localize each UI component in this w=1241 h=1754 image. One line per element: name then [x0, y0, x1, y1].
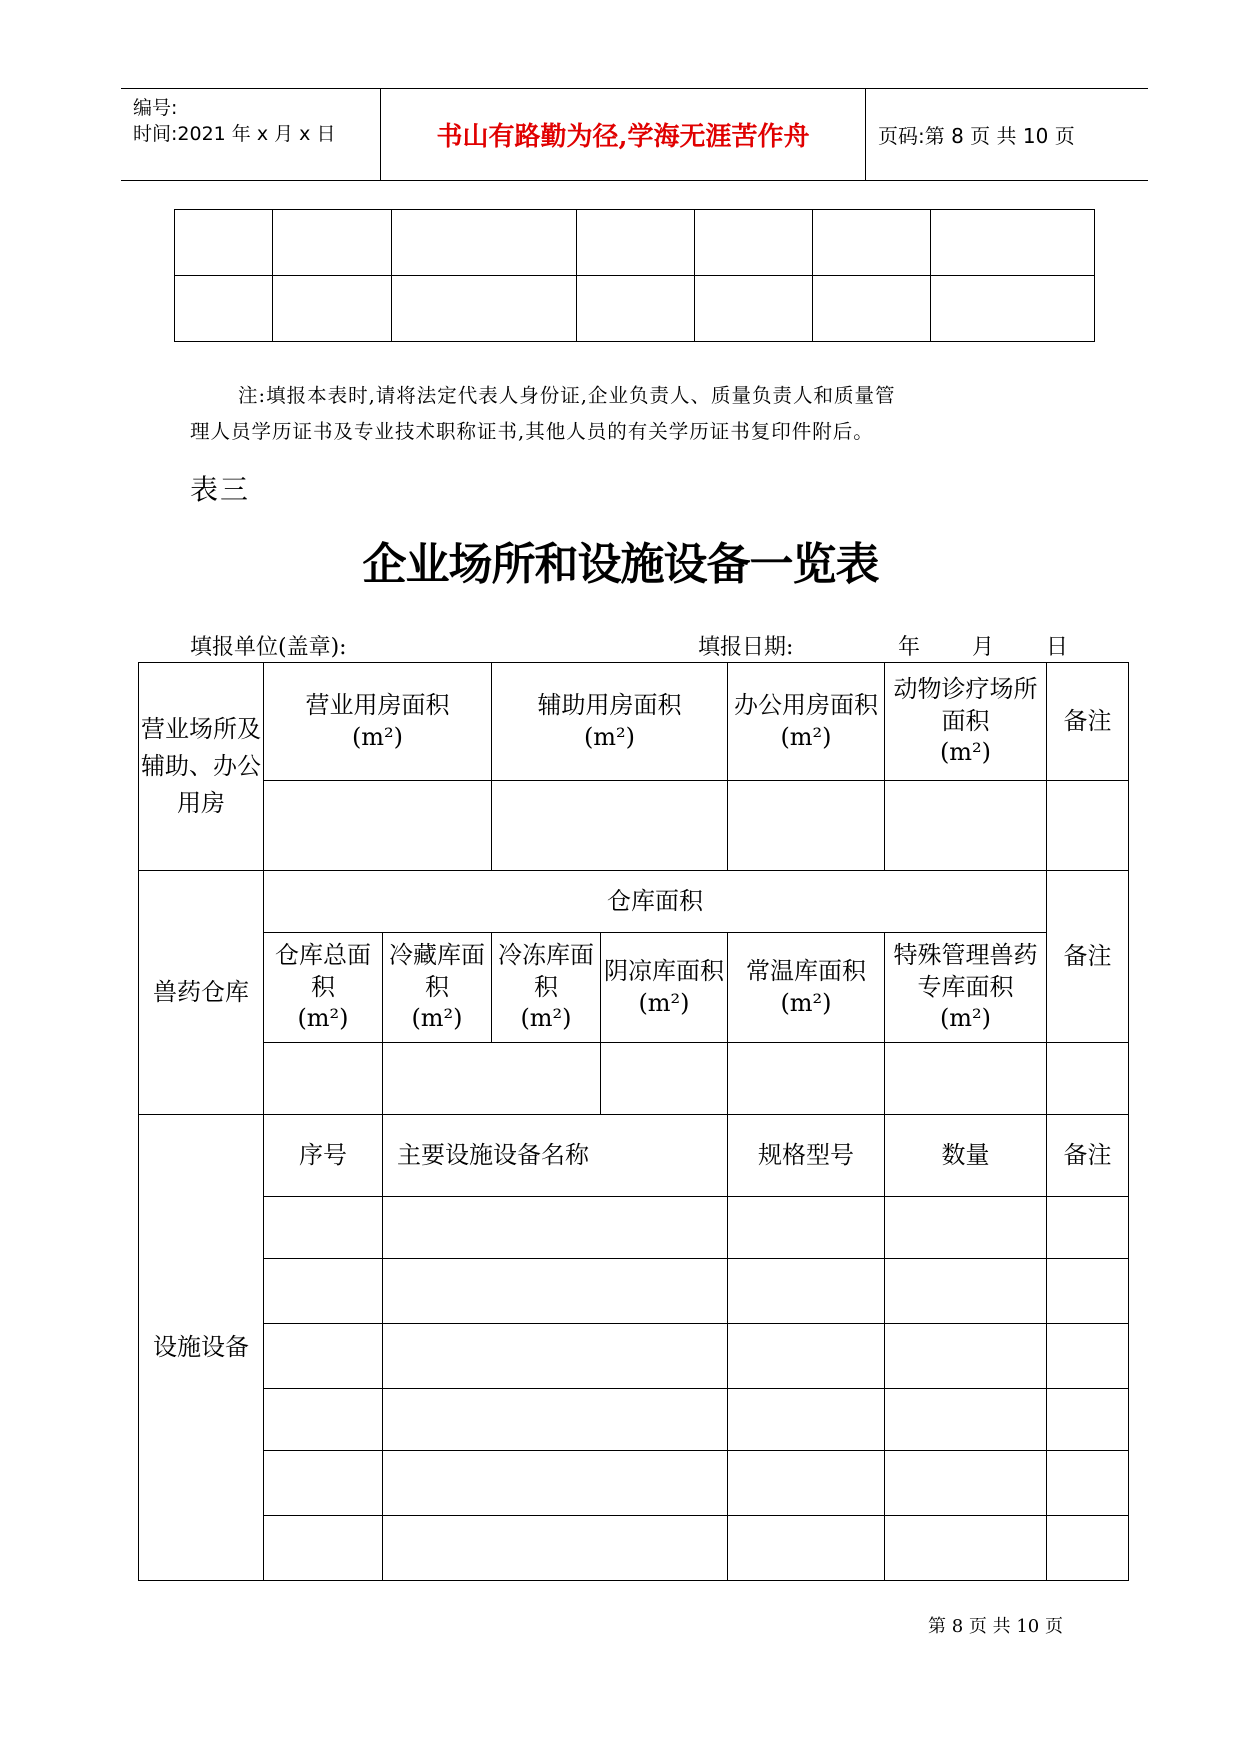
table-cell [728, 1516, 885, 1581]
doc-time-label: 时间:2021 年 x 月 x 日 [133, 123, 336, 145]
table-row [139, 1115, 1129, 1197]
total-area-header: 仓库总面积 [275, 940, 371, 1001]
table-cell [1047, 1259, 1129, 1324]
table-header-cell [264, 933, 383, 1043]
header-meta [121, 89, 381, 180]
table-cell [1047, 1516, 1129, 1581]
table-cell [577, 210, 695, 276]
table-cell [728, 1451, 885, 1516]
business-area-header: 营业用房面积 [305, 690, 450, 719]
table-header-cell [885, 933, 1047, 1043]
table-cell [1047, 1389, 1129, 1451]
warehouse-label: 兽药仓库 [139, 871, 264, 1115]
equipment-label: 设施设备 [139, 1115, 264, 1581]
table-cell [728, 1197, 885, 1259]
cold-storage-header: 冷藏库面积 [389, 940, 485, 1001]
remark-header: 备注 [1047, 663, 1129, 781]
table-cell [273, 276, 392, 342]
table-cell [492, 781, 728, 871]
day-label: 日 [1046, 635, 1069, 660]
table-header-cell [885, 663, 1047, 781]
table-cell [885, 781, 1047, 871]
table-cell [885, 1451, 1047, 1516]
table-header-cell [264, 663, 492, 781]
table-row [139, 1516, 1129, 1581]
table-cell [728, 781, 885, 871]
table-cell [264, 781, 492, 871]
table-cell [1047, 1043, 1129, 1115]
unit-label: (m²) [780, 722, 832, 751]
remark-header: 备注 [1047, 871, 1129, 1043]
doc-number-label: 编号: [133, 97, 178, 119]
table-cell [885, 1516, 1047, 1581]
table-cell [264, 1043, 383, 1115]
page-title: 企业场所和设施设备一览表 [362, 539, 879, 590]
unit-label: (m²) [638, 988, 690, 1017]
table-row [139, 1197, 1129, 1259]
auxiliary-area-header: 辅助用房面积 [537, 690, 682, 719]
unit-label: (m²) [939, 738, 992, 767]
table-cell [392, 276, 577, 342]
note-line-1: 注:填报本表时,请将法定代表人身份证,企业负责人、质量负责人和质量管 [238, 384, 896, 407]
table-cell [1047, 781, 1129, 871]
table-label: 表三 [190, 473, 251, 506]
page-header [121, 88, 1148, 181]
table-row [139, 1389, 1129, 1451]
table-cell [264, 1389, 383, 1451]
table-cell [383, 1324, 728, 1389]
table-header-cell [601, 933, 728, 1043]
premises-label: 营业场所及辅助、办公用房 [139, 663, 264, 871]
month-label: 月 [972, 635, 995, 660]
table-row [175, 276, 1095, 342]
table-cell [175, 276, 273, 342]
continued-table [174, 209, 1095, 342]
table-cell [383, 1043, 601, 1115]
table-header-cell [728, 933, 885, 1043]
unit-label: (m²) [939, 1004, 992, 1033]
table-cell [1047, 1451, 1129, 1516]
table-cell [931, 276, 1095, 342]
table-cell [601, 1043, 728, 1115]
table-cell [264, 1451, 383, 1516]
seq-header: 序号 [264, 1115, 383, 1197]
table-cell [885, 1043, 1047, 1115]
table-cell [392, 210, 577, 276]
unit-label: (m²) [780, 988, 832, 1017]
note-line-2: 理人员学历证书及专业技术职称证书,其他人员的有关学历证书复印件附后。 [190, 420, 874, 443]
table-row [139, 781, 1129, 871]
cool-storage-header: 阴凉库面积 [604, 956, 724, 985]
facility-table [138, 662, 1129, 1581]
header-page-info: 页码:第 8 页 共 10 页 [878, 124, 1075, 148]
table-cell [383, 1516, 728, 1581]
table-cell [264, 1516, 383, 1581]
table-row [139, 1324, 1129, 1389]
unit-label: (m²) [520, 1004, 572, 1033]
table-row [175, 210, 1095, 276]
table-cell [728, 1259, 885, 1324]
warehouse-area-group: 仓库面积 [264, 871, 1047, 933]
table-cell [695, 210, 813, 276]
table-cell [175, 210, 273, 276]
table-row [139, 933, 1129, 1043]
table-cell [728, 1389, 885, 1451]
table-cell [813, 276, 931, 342]
table-cell [264, 1259, 383, 1324]
table-cell [931, 210, 1095, 276]
unit-label: (m²) [351, 722, 404, 751]
header-motto: 书山有路勤为径,学海无涯苦作舟 [381, 89, 866, 180]
table-cell [885, 1197, 1047, 1259]
table-cell [577, 276, 695, 342]
date-label: 填报日期: [698, 635, 794, 660]
table-row [139, 1043, 1129, 1115]
table-row [139, 1259, 1129, 1324]
page-footer: 第 8 页 共 10 页 [928, 1616, 1063, 1637]
unit-label: (m²) [297, 1004, 349, 1033]
quantity-header: 数量 [885, 1115, 1047, 1197]
table-cell [728, 1043, 885, 1115]
clinic-area-header: 动物诊疗场所面积 [893, 674, 1038, 735]
unit-label: (m²) [411, 1004, 463, 1033]
unit-label: (m²) [583, 722, 636, 751]
office-area-header: 办公用房面积 [734, 690, 878, 719]
table-row [139, 871, 1129, 933]
year-label: 年 [898, 635, 921, 660]
table-cell [264, 1197, 383, 1259]
table-header-cell [492, 933, 601, 1043]
table-cell [383, 1259, 728, 1324]
table-cell [1047, 1324, 1129, 1389]
normal-storage-header: 常温库面积 [746, 956, 866, 985]
table-header-cell [728, 663, 885, 781]
table-cell [695, 276, 813, 342]
table-cell [273, 210, 392, 276]
unit-label: 填报单位(盖章): [190, 635, 347, 660]
table-header-cell [492, 663, 728, 781]
special-storage-header: 特殊管理兽药专库面积 [893, 940, 1038, 1001]
remark-header: 备注 [1047, 1115, 1129, 1197]
spec-header: 规格型号 [728, 1115, 885, 1197]
table-row [139, 1451, 1129, 1516]
table-cell [264, 1324, 383, 1389]
table-cell [885, 1324, 1047, 1389]
table-cell [1047, 1197, 1129, 1259]
table-cell [885, 1389, 1047, 1451]
table-cell [383, 1451, 728, 1516]
table-header-cell [383, 933, 492, 1043]
table-cell [383, 1197, 728, 1259]
equipment-name-header: 主要设施设备名称 [383, 1115, 728, 1197]
table-cell [728, 1324, 885, 1389]
table-cell [383, 1389, 728, 1451]
table-row [139, 663, 1129, 781]
table-cell [813, 210, 931, 276]
table-cell [885, 1259, 1047, 1324]
frozen-storage-header: 冷冻库面积 [498, 940, 594, 1001]
